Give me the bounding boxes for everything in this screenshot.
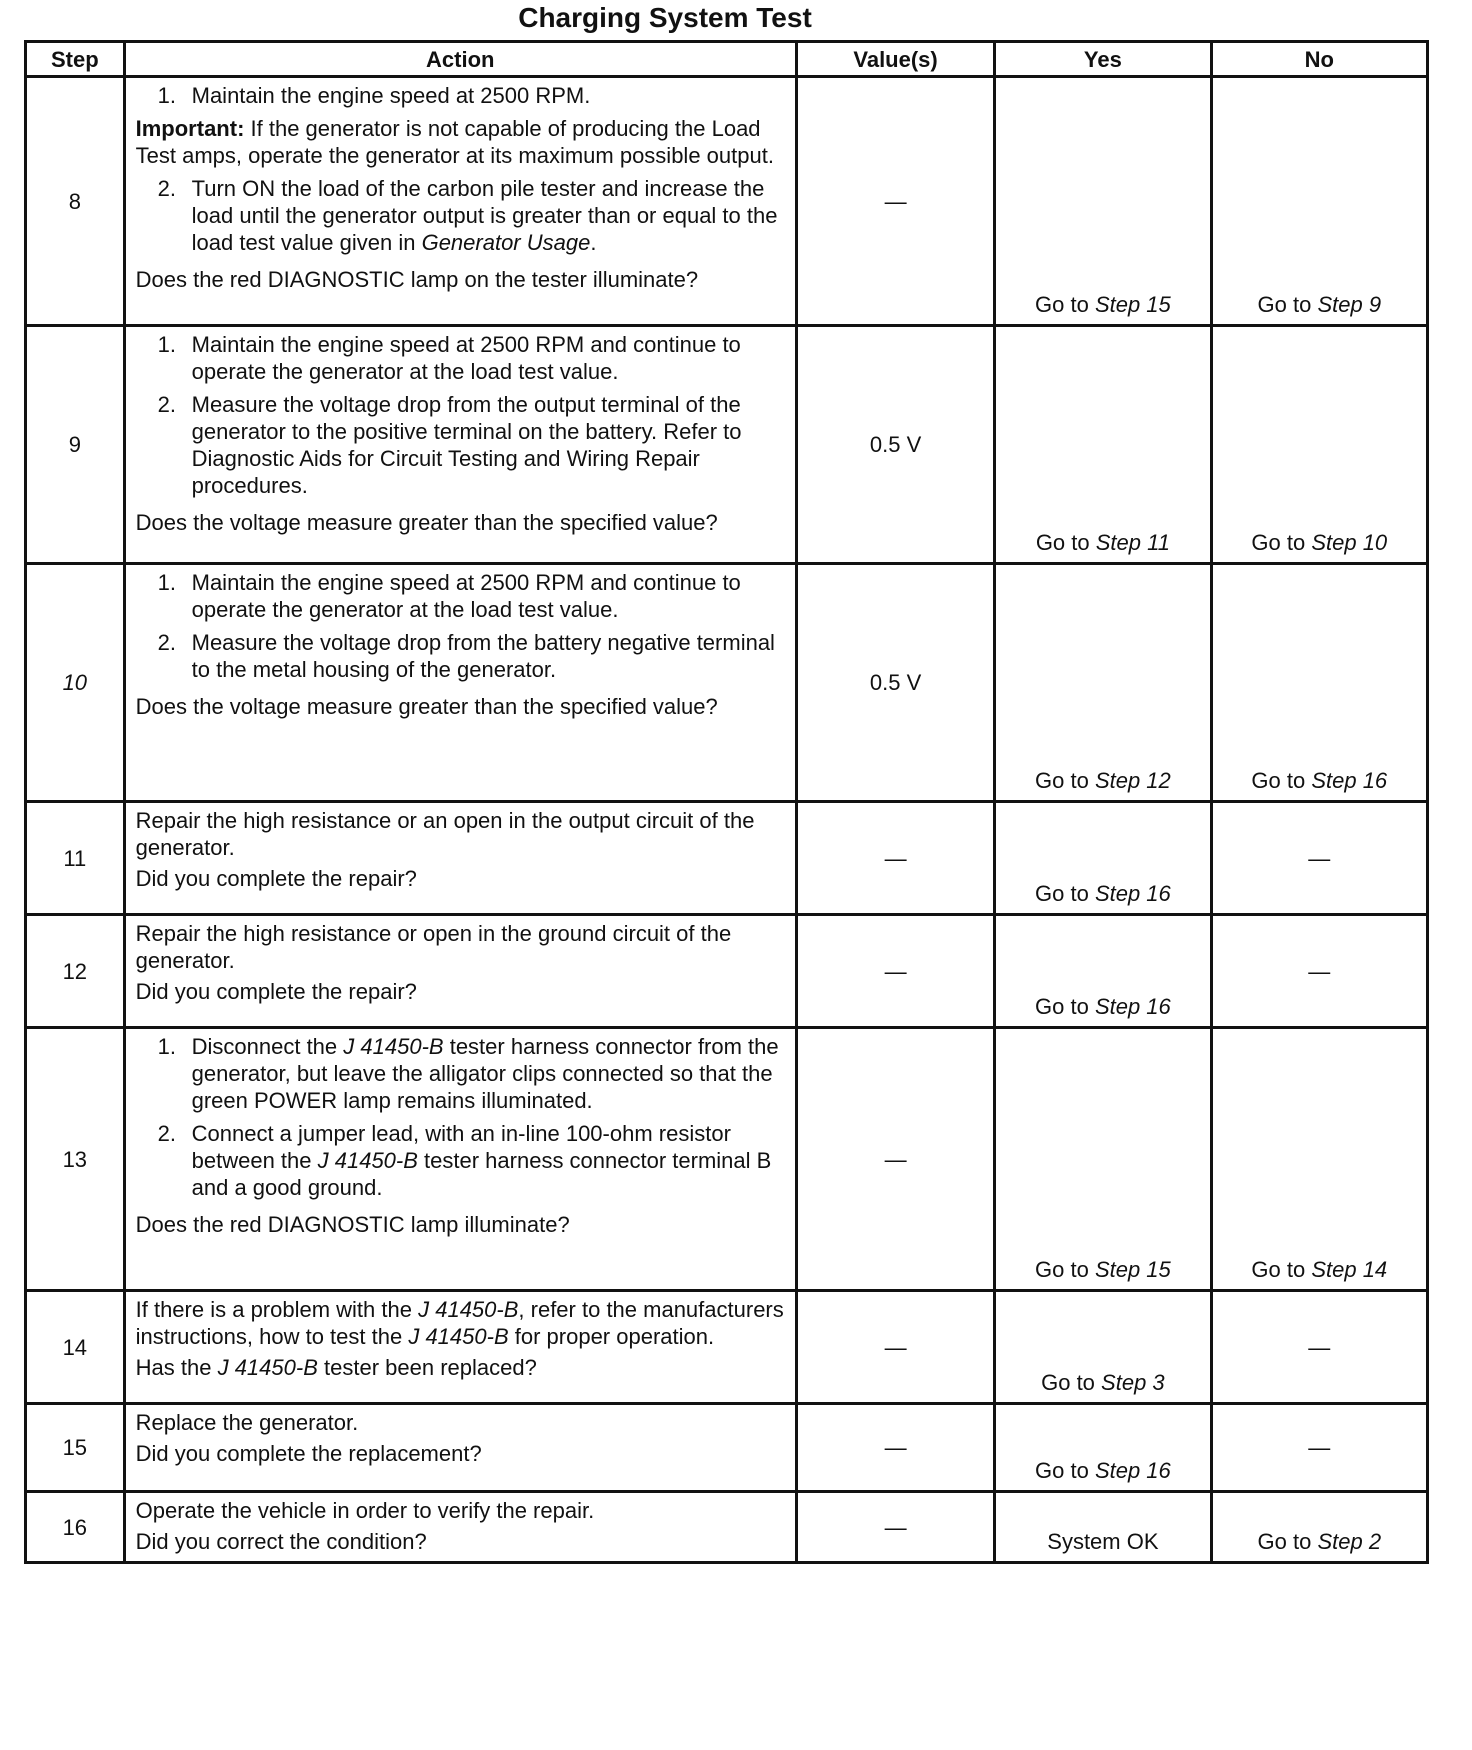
table-row-step-16 (26, 1492, 1428, 1563)
action-text: Repair the high resistance or an open in the output circuit of the generator. (135, 808, 755, 860)
value-cell: — (796, 915, 994, 1028)
no-cell: Go to Step 14 (1211, 1028, 1427, 1291)
value-cell: — (796, 802, 994, 915)
no-cell: — (1211, 915, 1427, 1028)
list-item: 1. Maintain the engine speed at 2500 RPM and continue to operate the generator at the load test value. (157, 332, 741, 384)
action-cell (124, 802, 796, 915)
question: Did you correct the condition? (135, 1529, 427, 1554)
action-cell (124, 915, 796, 1028)
value-cell: 0.5 V (796, 564, 994, 802)
no-cell: Go to Step 9 (1211, 77, 1427, 326)
tool-id: J 41450-B (418, 1297, 519, 1322)
header-values: Value(s) (796, 42, 994, 77)
list-item: 2. Turn ON the load of the carbon pile tester and increase the load until the generator output is greater than or equal to the load test value given in Generator Usage. (157, 176, 778, 255)
tool-id: J 41450-B (343, 1034, 444, 1059)
tool-id: J 41450-B (408, 1324, 509, 1349)
action-text: Repair the high resistance or open in the ground circuit of the generator. (135, 921, 732, 973)
value-cell: — (796, 1291, 994, 1404)
table-row-step-12 (26, 915, 1428, 1028)
header-yes: Yes (995, 42, 1211, 77)
list-item: 1. Disconnect the J 41450-B tester harness connector from the generator, but leave the alligator clips connected so that the green POWER lamp remains illuminated. (157, 1034, 779, 1113)
yes-cell: System OK (995, 1492, 1211, 1563)
action-cell (124, 1492, 796, 1563)
value-cell: 0.5 V (796, 326, 994, 564)
no-cell: Go to Step 10 (1211, 326, 1427, 564)
table-row-step-14 (26, 1291, 1428, 1404)
no-cell: — (1211, 1404, 1427, 1492)
question: Has the J 41450-B tester been replaced? (135, 1355, 537, 1380)
action-text: Replace the generator. (135, 1410, 359, 1435)
question: Does the red DIAGNOSTIC lamp illuminate? (135, 1212, 570, 1237)
yes-cell: Go to Step 16 (995, 802, 1211, 915)
header-no: No (1211, 42, 1427, 77)
step-number: 13 (26, 1028, 125, 1291)
step-number: 14 (26, 1291, 125, 1404)
value-cell: — (796, 77, 994, 326)
action-cell (124, 77, 796, 326)
value-cell: — (796, 1028, 994, 1291)
list-item: 2. Measure the voltage drop from the output terminal of the generator to the positive terminal on the battery. Refer to Diagnostic Aids for Circuit Testing and Wiring Repair procedures. (157, 392, 742, 498)
step-number: 15 (26, 1404, 125, 1492)
reference-link: Generator Usage (421, 230, 591, 255)
step-number: 9 (26, 326, 125, 564)
table-row-step-11 (26, 802, 1428, 915)
header-row (26, 42, 1428, 77)
action-cell (124, 1404, 796, 1492)
step-number: 10 (26, 564, 125, 802)
important-note: Important: If the generator is not capable of producing the Load Test amps, operate the generator at its maximum possible output. (135, 116, 774, 168)
no-cell: Go to Step 16 (1211, 564, 1427, 802)
header-step: Step (26, 42, 125, 77)
header-action: Action (124, 42, 796, 77)
yes-cell: Go to Step 16 (995, 915, 1211, 1028)
question: Did you complete the replacement? (135, 1441, 482, 1466)
no-cell: Go to Step 2 (1211, 1492, 1427, 1563)
step-number: 16 (26, 1492, 125, 1563)
value-cell: — (796, 1404, 994, 1492)
no-cell: — (1211, 1291, 1427, 1404)
question: Did you complete the repair? (135, 866, 417, 891)
yes-cell: Go to Step 15 (995, 1028, 1211, 1291)
action-text: If there is a problem with the J 41450-B, refer to the manufacturers instructions, how to test the J 41450-B for proper operation. (135, 1297, 784, 1349)
yes-cell: Go to Step 3 (995, 1291, 1211, 1404)
question: Did you complete the repair? (135, 979, 417, 1004)
table-row-step-9 (26, 326, 1428, 564)
action-cell (124, 564, 796, 802)
list-item: 2. Measure the voltage drop from the battery negative terminal to the metal housing of the generator. (157, 630, 775, 682)
action-cell (124, 1028, 796, 1291)
yes-cell: Go to Step 12 (995, 564, 1211, 802)
step-number: 11 (26, 802, 125, 915)
list-item: 2. Connect a jumper lead, with an in-line 100-ohm resistor between the J 41450-B tester harness connector terminal B and a good ground. (157, 1121, 772, 1200)
step-number: 12 (26, 915, 125, 1028)
page-title: Charging System Test (518, 2, 812, 33)
question: Does the red DIAGNOSTIC lamp on the tester illuminate? (135, 267, 699, 292)
question: Does the voltage measure greater than the specified value? (135, 510, 718, 535)
table-row-step-8 (26, 77, 1428, 326)
yes-cell: Go to Step 16 (995, 1404, 1211, 1492)
action-cell (124, 326, 796, 564)
table-row-step-15 (26, 1404, 1428, 1492)
table-row-step-13 (26, 1028, 1428, 1291)
list-item: 1. Maintain the engine speed at 2500 RPM and continue to operate the generator at the load test value. (157, 570, 741, 622)
step-number: 8 (26, 77, 125, 326)
action-text: Operate the vehicle in order to verify the repair. (135, 1498, 595, 1523)
yes-cell: Go to Step 15 (995, 77, 1211, 326)
yes-cell: Go to Step 11 (995, 326, 1211, 564)
no-cell: — (1211, 802, 1427, 915)
tool-id: J 41450-B (317, 1148, 418, 1173)
list-item: 1. Maintain the engine speed at 2500 RPM. (157, 83, 591, 108)
question: Does the voltage measure greater than the specified value? (135, 694, 718, 719)
action-cell (124, 1291, 796, 1404)
charging-system-test-table (24, 40, 1429, 1564)
table-row-step-10 (26, 564, 1428, 802)
tool-id: J 41450-B (217, 1355, 318, 1380)
value-cell: — (796, 1492, 994, 1563)
